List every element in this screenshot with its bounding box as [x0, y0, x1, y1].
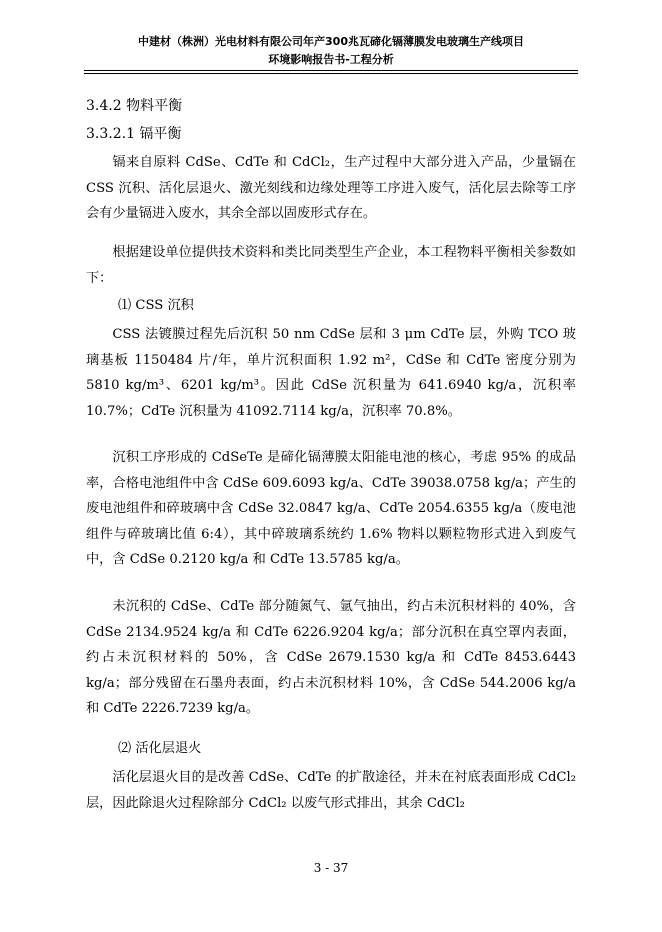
subheading-activation-annealing: ⑵ 活化层退火	[118, 741, 202, 756]
paragraph-cadmium-source	[86, 150, 576, 227]
paragraph-text: CSS 法镀膜过程先后沉积 50 nm CdSe 层和 3 μm CdTe 层，外购 TCO 玻璃基板 1150484 片/年，单片沉积面积 1.92 m²，CdSe 和 CdTe 密度分别为 5810 kg/m³、6201 kg/m³。因此 CdSe 沉积量为 641.6940 kg/a，沉积率 10.7%；CdTe 沉积量为 41092.7114 kg/a，沉积率 70.8%。	[86, 327, 576, 419]
section-heading-3-3-2-1: 3.3.2.1 镉平衡	[86, 126, 182, 142]
paragraph-undeposited	[86, 594, 576, 722]
header-subtitle: 环境影响报告书-工程分析	[268, 53, 394, 66]
paragraph-text: 活化层退火目的是改善 CdSe、CdTe 的扩散途径，并未在衬底表面形成 CdCl₂ 层，因此除退火过程除部分 CdCl₂ 以废气形式排出，其余 CdCl₂	[86, 770, 576, 811]
page-number: 3 - 37	[313, 861, 349, 875]
header-title: 中建材（株洲）光电材料有限公司年产300兆瓦碲化镉薄膜发电玻璃生产线项目	[138, 35, 524, 48]
subheading-css-deposition: ⑴ CSS 沉积	[118, 298, 194, 313]
header-rule	[84, 70, 578, 71]
section-heading-3-4-2: 3.4.2 物料平衡	[86, 98, 183, 114]
paragraph-parameters-intro	[86, 240, 576, 291]
paragraph-activation-annealing	[86, 765, 576, 816]
paragraph-cdsete-yield	[86, 445, 576, 573]
paragraph-text: 沉积工序形成的 CdSeTe 是碲化镉薄膜太阳能电池的核心，考虑 95% 的成品率，合格电池组件中含 CdSe 609.6093 kg/a、CdTe 39038.0758 kg/a；产生的废电池组件和碎玻璃中含 CdSe 32.0847 kg/a、CdTe 2054.6355 kg/a（废电池组件与碎玻璃比值 6:4），其中碎玻璃系统约 1.6% 物料以颗粒物形式进入到废气中，含 CdSe 0.2120 kg/a 和 CdTe 13.5785 kg/a。	[86, 450, 576, 568]
header-rule-thin	[84, 73, 578, 74]
paragraph-text: 根据建设单位提供技术资料和类比同类型生产企业，本工程物料平衡相关参数如下：	[86, 245, 576, 286]
paragraph-css-deposition	[86, 322, 576, 424]
paragraph-text: 未沉积的 CdSe、CdTe 部分随氮气、氩气抽出，约占未沉积材料的 40%，含 CdSe 2134.9524 kg/a 和 CdTe 6226.9204 kg/a；部分沉积在真空罩内表面，约占未沉积材料的 50%，含 CdSe 2679.1530 kg/a 和 CdTe 8453.6443 kg/a；部分残留在石墨舟表面，约占未沉积材料 10%，含 CdSe 544.2006 kg/a 和 CdTe 2226.7239 kg/a。	[86, 599, 576, 717]
paragraph-text: 镉来自原料 CdSe、CdTe 和 CdCl₂，生产过程中大部分进入产品，少量镉在 CSS 沉积、活化层退火、激光刻线和边缘处理等工序进入废气，活化层去除等工序会有少量镉进入废水，其余全部以固废形式存在。	[86, 155, 576, 222]
